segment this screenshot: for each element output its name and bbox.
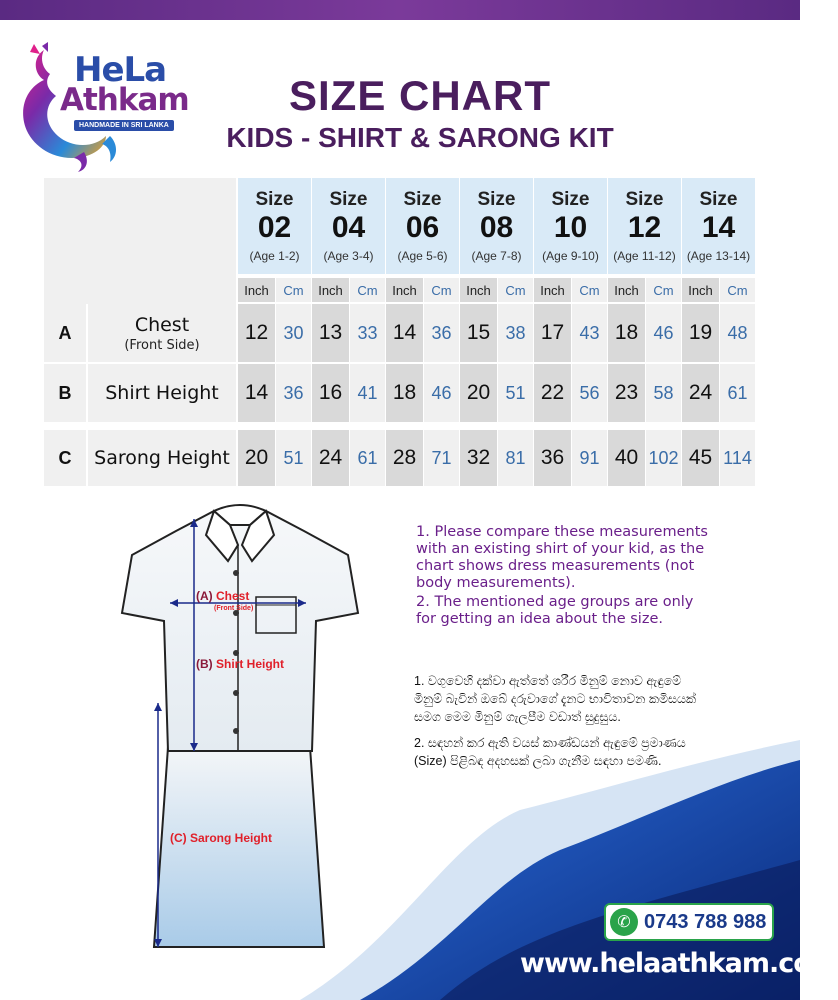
value-inch: 28 — [386, 430, 423, 486]
value-cm: 81 — [498, 430, 533, 486]
shirt-height-label: (B) Shirt Height — [196, 657, 284, 671]
value-cm: 46 — [424, 364, 459, 422]
table-header-blank — [44, 178, 236, 304]
value-cm: 56 — [572, 364, 607, 422]
page-title: SIZE CHART — [289, 72, 551, 119]
value-cm: 33 — [350, 304, 385, 362]
value-cm: 38 — [498, 304, 533, 362]
row-sublabel: (Front Side) — [124, 337, 200, 353]
value-inch: 18 — [386, 364, 423, 422]
value-inch: 22 — [534, 364, 571, 422]
row-letter-B: B — [44, 364, 86, 422]
unit-inch-label: Inch — [312, 278, 349, 302]
value-inch: 24 — [682, 364, 719, 422]
size-word: Size — [329, 189, 368, 210]
size-header-14 — [682, 178, 755, 274]
row-label-C — [88, 430, 236, 486]
size-header-06 — [386, 178, 459, 274]
unit-inch-label: Inch — [238, 278, 275, 302]
unit-cm-label: Cm — [350, 278, 385, 302]
unit-cm-label: Cm — [498, 278, 533, 302]
value-inch: 36 — [534, 430, 571, 486]
value-cm: 71 — [424, 430, 459, 486]
unit-inch-label: Inch — [460, 278, 497, 302]
row-label-text: Sarong Height — [94, 447, 230, 469]
brand-logo — [14, 40, 214, 175]
sarong-height-label: (C) Sarong Height — [170, 831, 272, 845]
size-age: (Age 13-14) — [686, 249, 751, 263]
size-number: 10 — [553, 211, 588, 244]
whatsapp-contact[interactable] — [604, 903, 774, 941]
value-cm: 51 — [498, 364, 533, 422]
value-cm: 30 — [276, 304, 311, 362]
value-inch: 16 — [312, 364, 349, 422]
size-header-10 — [534, 178, 607, 274]
value-inch: 17 — [534, 304, 571, 362]
unit-inch-label: Inch — [682, 278, 719, 302]
value-inch: 32 — [460, 430, 497, 486]
size-number: 06 — [405, 211, 440, 244]
size-header-12 — [608, 178, 681, 274]
unit-inch-label: Inch — [386, 278, 423, 302]
row-letter-C: C — [44, 430, 86, 486]
chest-sublabel: (Front Side) — [214, 605, 254, 612]
website-link[interactable]: www.helaathkam.com — [520, 948, 838, 979]
size-number: 04 — [331, 211, 366, 244]
size-header-04 — [312, 178, 385, 274]
value-inch: 15 — [460, 304, 497, 362]
value-cm: 36 — [424, 304, 459, 362]
size-word: Size — [477, 189, 516, 210]
unit-cm-label: Cm — [572, 278, 607, 302]
size-word: Size — [551, 189, 590, 210]
size-age: (Age 7-8) — [471, 249, 522, 263]
size-age: (Age 9-10) — [542, 249, 599, 263]
note-si-2: 2. සඳහන් කර ඇති වයස් කාණ්ඩයන් ඇඳුමේ ප්‍රමාණය (Size) පිළිබඳ අදහසක් ලබා ගැනීම සඳහා පමණි. — [414, 736, 686, 768]
unit-inch-label: Inch — [534, 278, 571, 302]
row-label-text: Chest — [134, 313, 190, 336]
size-word: Size — [403, 189, 442, 210]
value-inch: 14 — [238, 364, 275, 422]
size-age: (Age 3-4) — [323, 249, 374, 263]
brand-tagline: HANDMADE IN SRI LANKA — [74, 120, 174, 131]
size-number: 02 — [257, 211, 292, 244]
note-si-1: 1. වගුවෙහි දක්වා ඇත්තේ ශරීර මිනුම් නොව ඇඳුමේ මිනුම් බැවින් ඔබේ දරුවාගේ දැනට භාවිතාවන කමිසයක් සමග මෙම මිනුම් ගැලපීම වඩාත් සුදුසුය. — [414, 674, 697, 724]
size-age: (Age 5-6) — [397, 249, 448, 263]
row-label-B — [88, 364, 236, 422]
note-en-1: 1. Please compare these measurements with an existing shirt of your kid, as the chart shows dress measurements (not body measurements). — [416, 524, 708, 591]
value-inch: 13 — [312, 304, 349, 362]
size-number: 08 — [479, 211, 514, 244]
size-word: Size — [625, 189, 664, 210]
value-cm: 36 — [276, 364, 311, 422]
unit-cm-label: Cm — [646, 278, 681, 302]
size-number: 14 — [701, 211, 736, 244]
notes-english — [416, 524, 716, 630]
value-cm: 114 — [720, 430, 755, 486]
value-inch: 23 — [608, 364, 645, 422]
unit-cm-label: Cm — [276, 278, 311, 302]
size-word: Size — [699, 189, 738, 210]
value-inch: 18 — [608, 304, 645, 362]
value-cm: 61 — [720, 364, 755, 422]
row-label-A — [88, 304, 236, 362]
value-cm: 58 — [646, 364, 681, 422]
value-inch: 12 — [238, 304, 275, 362]
value-inch: 20 — [460, 364, 497, 422]
value-inch: 40 — [608, 430, 645, 486]
value-inch: 19 — [682, 304, 719, 362]
size-word: Size — [255, 189, 294, 210]
size-number: 12 — [627, 211, 662, 244]
phone-number: 0743 788 988 — [644, 910, 767, 933]
page-subtitle: KIDS - SHIRT & SARONG KIT — [226, 122, 614, 153]
value-cm: 43 — [572, 304, 607, 362]
value-inch: 20 — [238, 430, 275, 486]
size-age: (Age 1-2) — [249, 249, 300, 263]
brand-name-line1: HeLa — [74, 50, 167, 90]
value-inch: 14 — [386, 304, 423, 362]
row-label-text: Shirt Height — [105, 382, 219, 404]
size-header-08 — [460, 178, 533, 274]
value-inch: 45 — [682, 430, 719, 486]
top-bar — [0, 0, 800, 20]
size-age: (Age 11-12) — [613, 249, 676, 263]
value-cm: 91 — [572, 430, 607, 486]
value-cm: 41 — [350, 364, 385, 422]
value-cm: 51 — [276, 430, 311, 486]
whatsapp-icon: ✆ — [610, 908, 638, 936]
row-letter-A: A — [44, 304, 86, 362]
chest-label: (A) Chest — [196, 589, 250, 603]
unit-cm-label: Cm — [424, 278, 459, 302]
brand-name-line2: Athkam — [60, 82, 189, 118]
value-cm: 102 — [646, 430, 681, 486]
unit-cm-label: Cm — [720, 278, 755, 302]
value-cm: 61 — [350, 430, 385, 486]
value-cm: 46 — [646, 304, 681, 362]
note-en-2: 2. The mentioned age groups are only for getting an idea about the size. — [416, 594, 694, 627]
size-header-02 — [238, 178, 311, 274]
value-cm: 48 — [720, 304, 755, 362]
value-inch: 24 — [312, 430, 349, 486]
unit-inch-label: Inch — [608, 278, 645, 302]
